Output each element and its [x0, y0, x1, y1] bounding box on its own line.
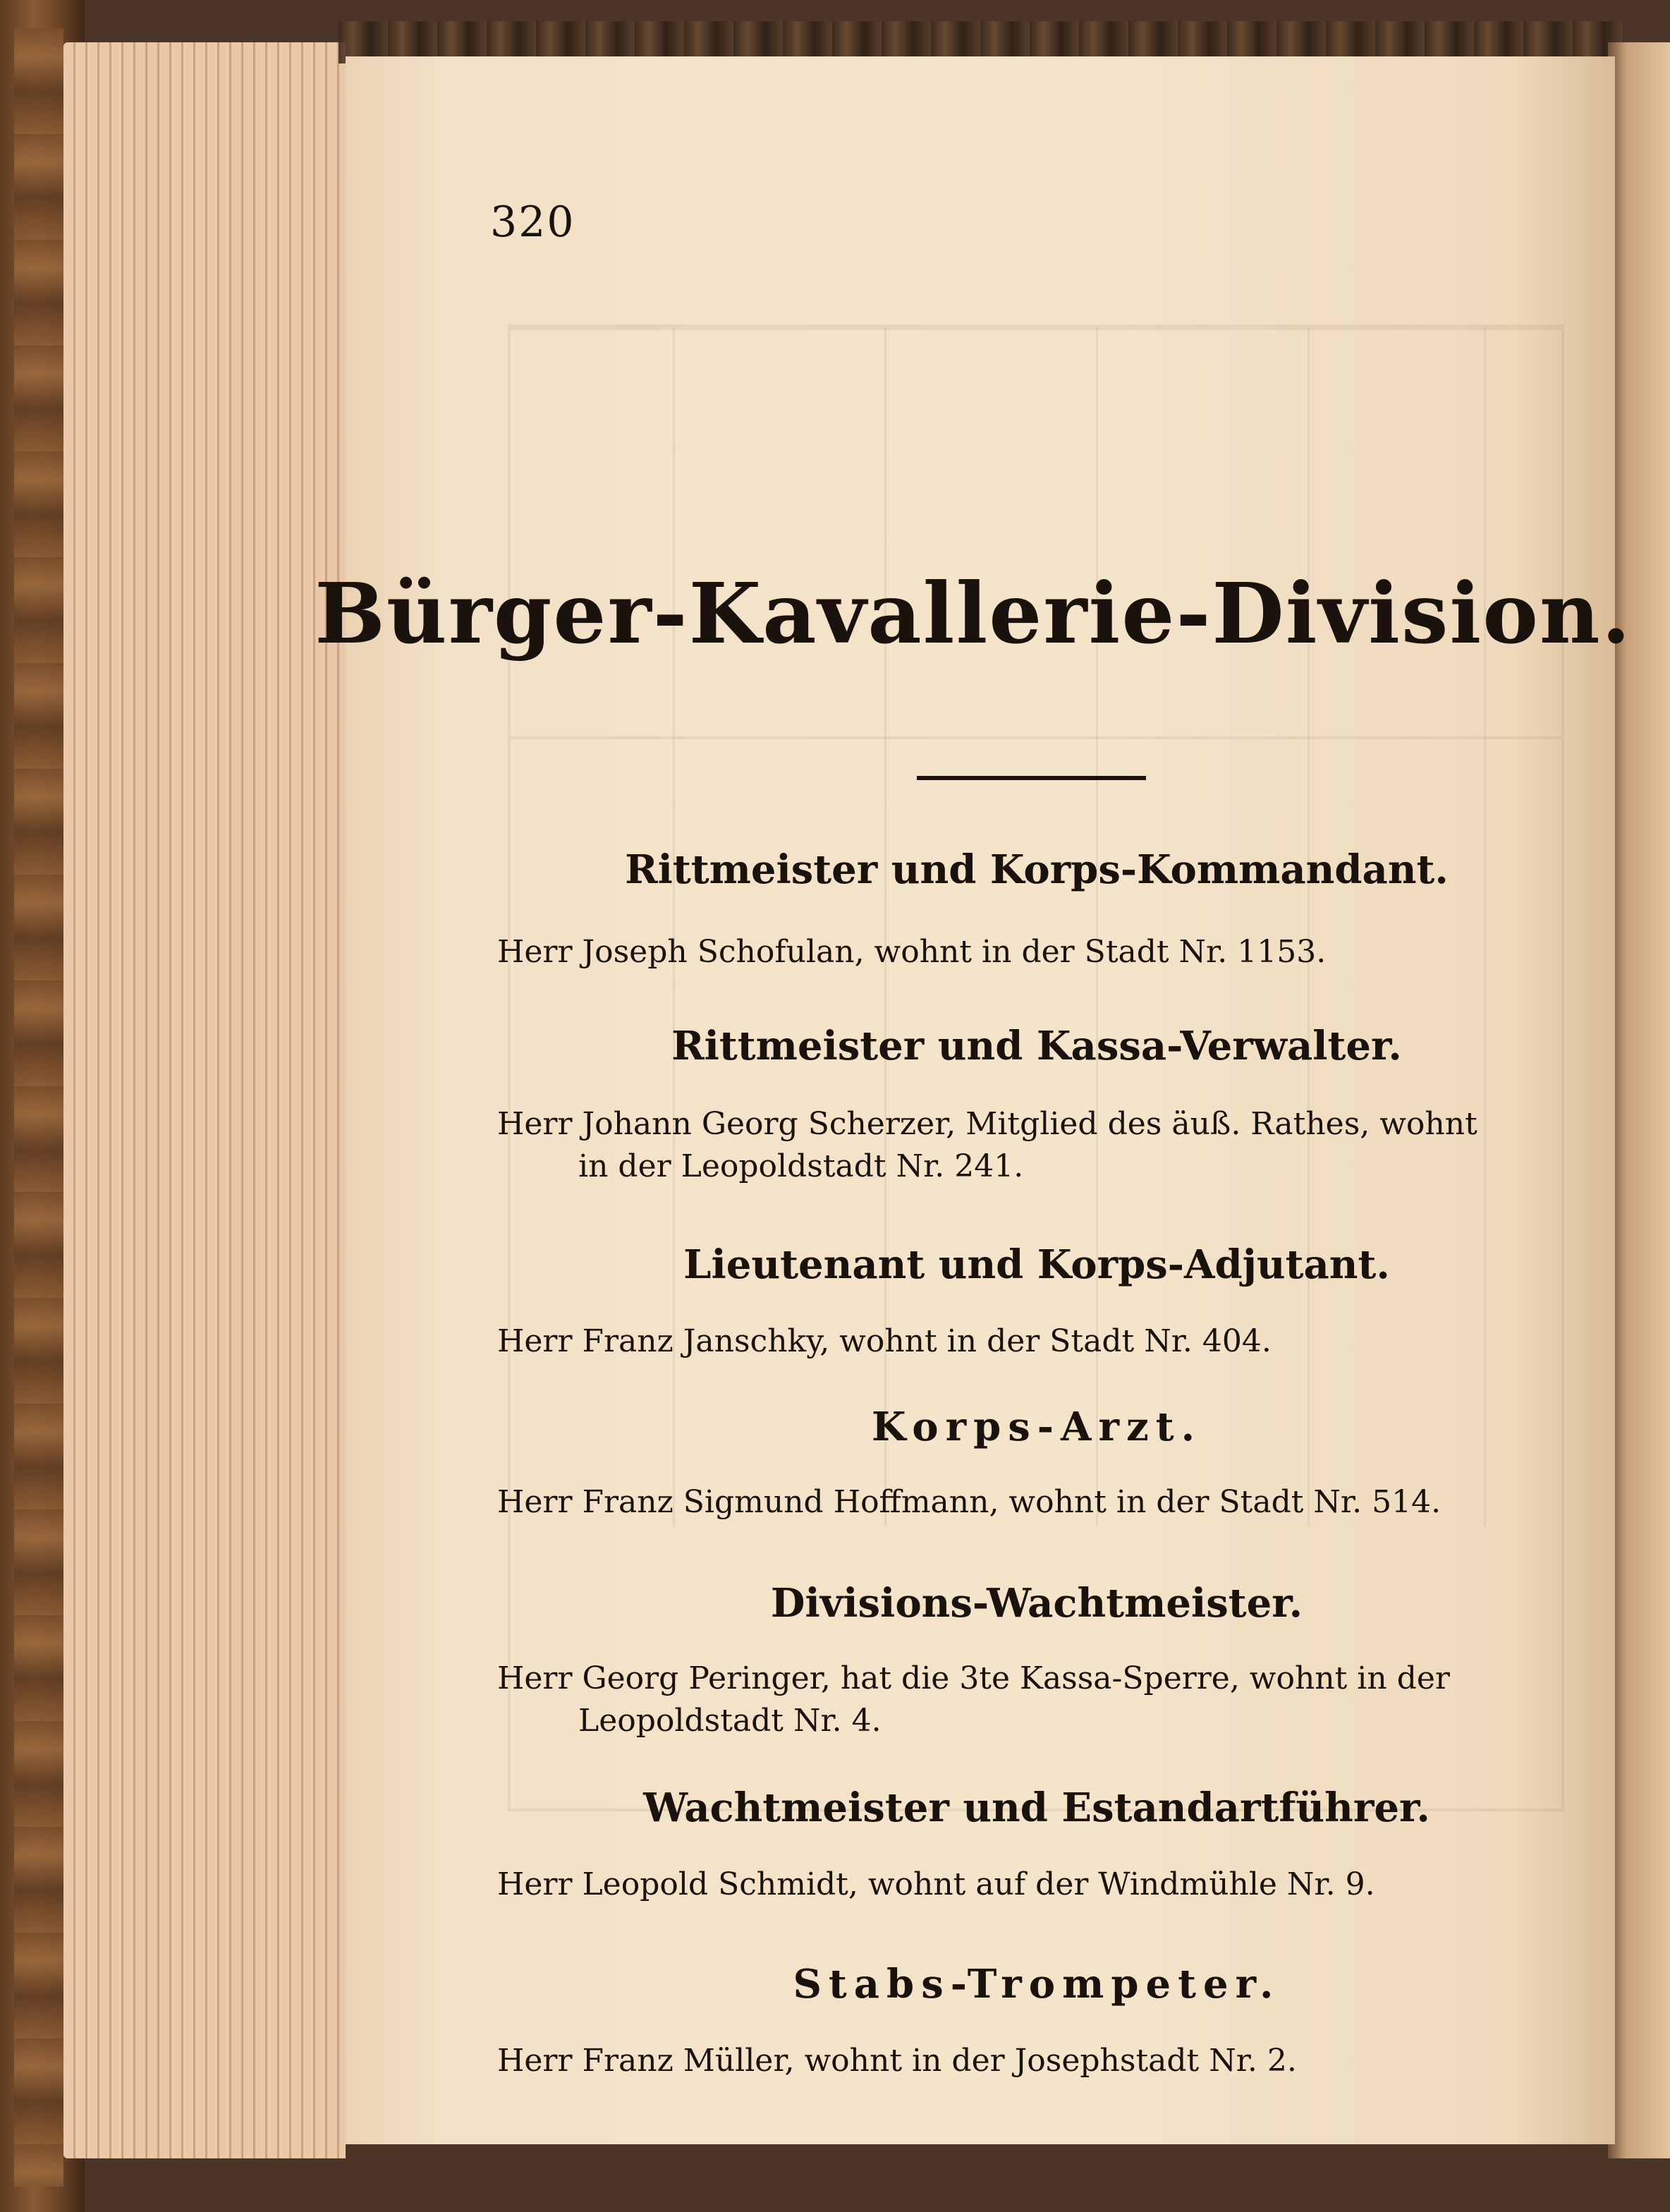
- section-heading: Lieutenant und Korps-Adjutant.: [683, 1241, 1390, 1288]
- page-stack-edges: [63, 42, 346, 2158]
- entry-line: Herr Joseph Schofulan, wohnt in der Stadt Nr. 1153.: [497, 934, 1327, 970]
- page-number: 320: [490, 198, 575, 247]
- entry-continuation: in der Leopoldstadt Nr. 241.: [578, 1148, 1024, 1184]
- entry-line: Herr Georg Peringer, hat die 3te Kassa-Sperre, wohnt in der: [497, 1660, 1450, 1696]
- cover-marbled-edge: [14, 28, 63, 2187]
- entry-line: Herr Franz Sigmund Hoffmann, wohnt in der Stadt Nr. 514.: [497, 1484, 1442, 1520]
- book-page: [315, 56, 1632, 2144]
- section-entry: [497, 1481, 1534, 1524]
- section-entry: [497, 1864, 1534, 1906]
- section-heading: Divisions-Wachtmeister.: [770, 1580, 1303, 1627]
- section-entry: [497, 1103, 1534, 1188]
- entry-line: Herr Johann Georg Scherzer, Mitglied des äuß. Rathes, wohnt: [497, 1106, 1477, 1142]
- title-divider: [917, 776, 1146, 780]
- section-heading: Wachtmeister und Estandartführer.: [643, 1785, 1430, 1831]
- section-heading: Korps-Arzt.: [871, 1404, 1202, 1450]
- entry-line: Herr Franz Janschky, wohnt in der Stadt Nr. 404.: [497, 1323, 1272, 1359]
- section-heading: Rittmeister und Kassa-Verwalter.: [671, 1023, 1402, 1069]
- entry-continuation: Leopoldstadt Nr. 4.: [578, 1703, 882, 1739]
- section-entry: [497, 1658, 1534, 1742]
- entry-line: Herr Leopold Schmidt, wohnt auf der Windmühle Nr. 9.: [497, 1866, 1375, 1902]
- section-heading: Rittmeister und Korps-Kommandant.: [625, 846, 1449, 893]
- section-entry: [497, 931, 1534, 973]
- entry-line: Herr Franz Müller, wohnt in der Josephstadt Nr. 2.: [497, 2043, 1297, 2079]
- page-title: Bürger-Kavallerie-Division.: [315, 564, 1632, 662]
- section-entry: [497, 2040, 1534, 2082]
- section-entry: [497, 1320, 1534, 1363]
- facing-page-edge: [1608, 42, 1670, 2158]
- section-heading: Stabs-Trompeter.: [793, 1961, 1281, 2007]
